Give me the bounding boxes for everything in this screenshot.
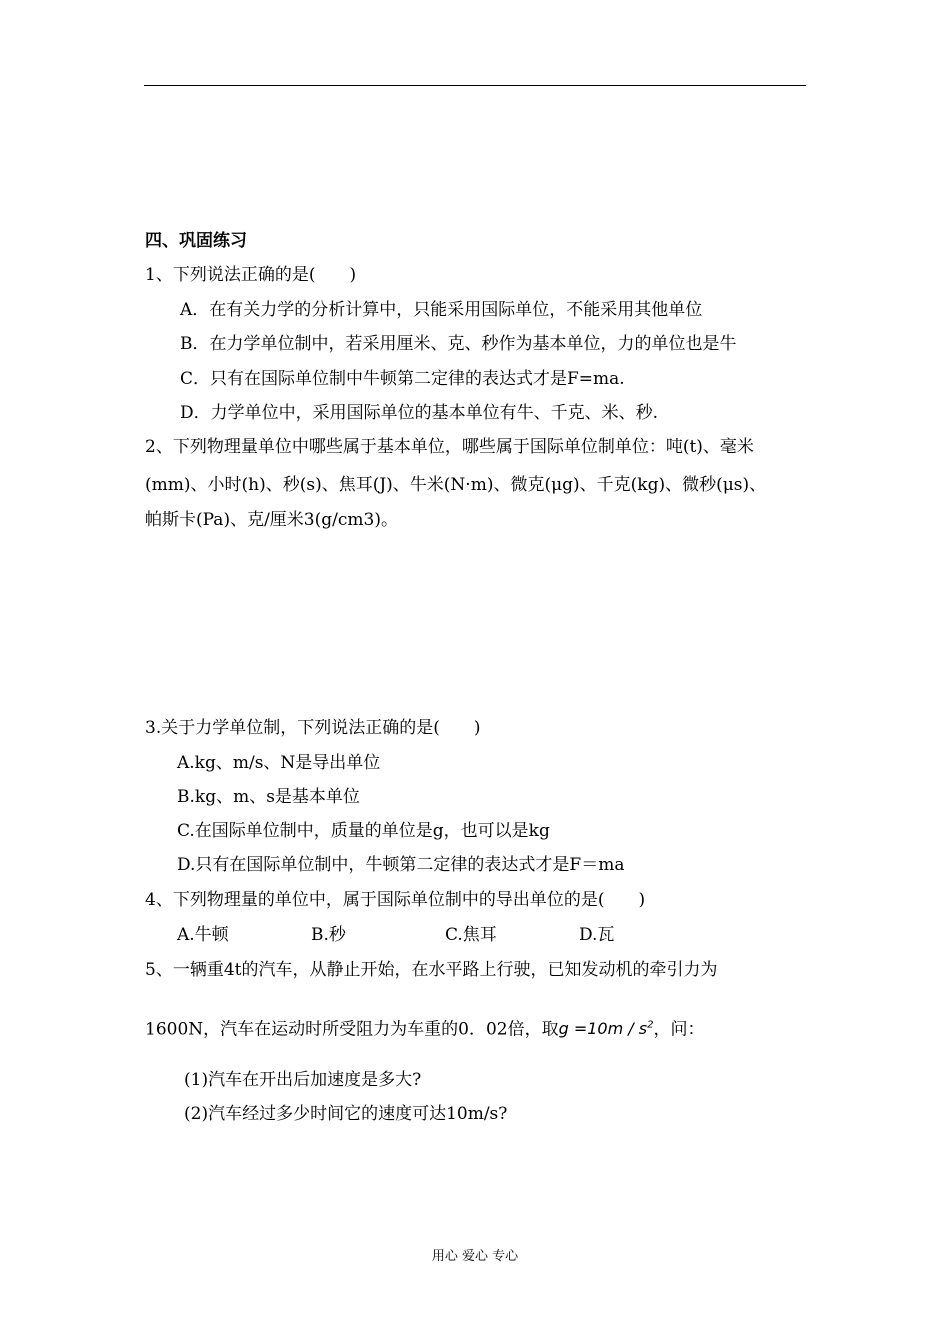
q1-option-a: A．在有关力学的分析计算中，只能采用国际单位，不能采用其他单位 [180, 300, 703, 320]
q4-option-d: D.瓦 [579, 925, 615, 945]
section-title: 四、巩固练习 [145, 231, 247, 251]
equation-text: g =10m / s [558, 1019, 648, 1039]
q5-sub-1: (1)汽车在开出后加速度是多大? [184, 1070, 422, 1090]
q5-line-2-text: 1600N，汽车在运动时所受阻力为车重的0．02倍，取 [145, 1019, 559, 1040]
header-rule [144, 85, 806, 86]
q3-option-d: D.只有在国际单位制中，牛顿第二定律的表达式才是F＝ma [177, 855, 625, 875]
q5-line-1: 5、一辆重4t的汽车，从静止开始，在水平路上行驶，已知发动机的牵引力为 [145, 960, 718, 980]
gravity-equation [559, 1019, 654, 1038]
q4-option-a: A.牛顿 [177, 925, 229, 945]
q4-stem: 4、下列物理量的单位中，属于国际单位制中的导出单位的是( ) [145, 890, 646, 910]
q1-option-c: C．只有在国际单位制中牛顿第二定律的表达式才是F=ma. [180, 369, 625, 389]
q5-line-2-tail: ，问： [653, 1019, 705, 1040]
equation-exponent: 2 [647, 1020, 654, 1031]
q3-option-a: A.kg、m/s、N是导出单位 [177, 753, 381, 773]
q3-option-c: C.在国际单位制中，质量的单位是g，也可以是kg [177, 821, 550, 841]
q2-line-1: 2、下列物理量单位中哪些属于基本单位，哪些属于国际单位制单位：吨(t)、毫米 [145, 437, 754, 457]
q1-stem: 1、下列说法正确的是( ) [145, 265, 357, 285]
q4-option-c: C.焦耳 [445, 925, 497, 945]
q1-option-b: B．在力学单位制中，若采用厘米、克、秒作为基本单位，力的单位也是牛 [180, 334, 737, 354]
q1-option-d: D．力学单位中，采用国际单位的基本单位有牛、千克、米、秒. [180, 403, 659, 423]
q2-line-3: 帕斯卡(Pa)、克/厘米3(g/cm3)。 [145, 510, 398, 530]
q5-line-2 [145, 1016, 704, 1039]
q2-line-2: (mm)、小时(h)、秒(s)、焦耳(J)、牛米(N·m)、微克(μg)、千克(kg)、微秒(μs)、 [145, 475, 767, 495]
q3-stem: 3.关于力学单位制，下列说法正确的是( ) [145, 718, 481, 738]
page-footer: 用心 爱心 专心 [431, 1249, 519, 1264]
q5-sub-2: (2)汽车经过多少时间它的速度可达10m/s? [184, 1104, 508, 1124]
q3-option-b: B.kg、m、s是基本单位 [177, 787, 360, 807]
q4-option-b: B.秒 [311, 925, 346, 945]
